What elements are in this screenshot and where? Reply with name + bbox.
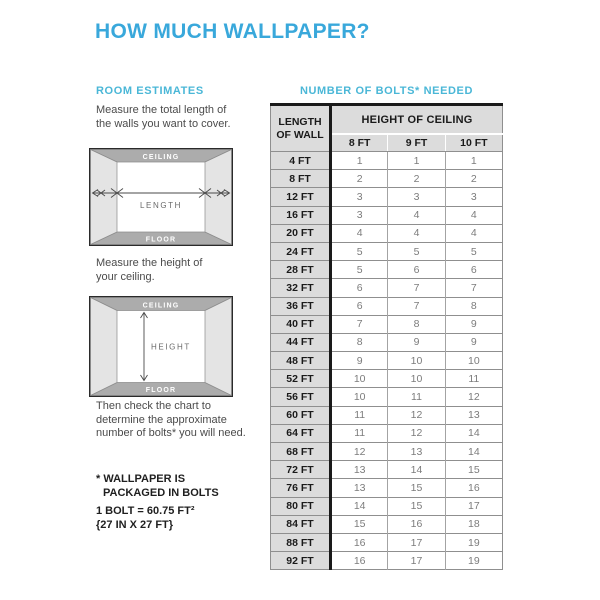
bolts-value-cell: 3 <box>388 188 445 206</box>
bolts-value-cell: 9 <box>331 352 388 370</box>
text-line: your ceiling. <box>96 270 155 283</box>
footnote-wallpaper-bolts <box>96 472 219 500</box>
wall-length-cell: 44 FT <box>271 333 331 351</box>
bolts-value-cell: 19 <box>445 552 502 570</box>
col-header-9ft: 9 FT <box>388 134 445 152</box>
table-row <box>271 261 503 279</box>
table-row <box>271 406 503 424</box>
wall-length-cell: 48 FT <box>271 352 331 370</box>
wall-length-cell: 72 FT <box>271 461 331 479</box>
bolts-value-cell: 11 <box>388 388 445 406</box>
wall-length-cell: 4 FT <box>271 152 331 170</box>
bolts-value-cell: 13 <box>331 479 388 497</box>
bolts-value-cell: 3 <box>331 206 388 224</box>
room-height-diagram <box>89 296 233 397</box>
bolts-value-cell: 9 <box>445 315 502 333</box>
bolts-value-cell: 4 <box>445 206 502 224</box>
bolts-value-cell: 14 <box>445 443 502 461</box>
bolts-value-cell: 12 <box>388 406 445 424</box>
bolts-value-cell: 16 <box>388 515 445 533</box>
table-heading: NUMBER OF BOLTS* NEEDED <box>299 85 474 97</box>
wall-length-cell: 12 FT <box>271 188 331 206</box>
bolts-value-cell: 17 <box>445 497 502 515</box>
bolts-value-cell: 12 <box>331 443 388 461</box>
table-row <box>271 352 503 370</box>
bolts-value-cell: 1 <box>445 152 502 170</box>
ceiling-height-header: HEIGHT OF CEILING <box>331 105 503 135</box>
height-dimension-label: HEIGHT <box>151 342 191 352</box>
table-row <box>271 388 503 406</box>
bolts-value-cell: 2 <box>388 170 445 188</box>
bolts-value-cell: 6 <box>331 279 388 297</box>
bolts-value-cell: 2 <box>331 170 388 188</box>
bolts-value-cell: 9 <box>388 333 445 351</box>
ceiling-label: CEILING <box>142 302 180 310</box>
bolts-value-cell: 4 <box>388 224 445 242</box>
bolts-value-cell: 6 <box>388 261 445 279</box>
instruction-measure-length <box>96 104 231 131</box>
table-row <box>271 242 503 260</box>
wall-length-cell: 8 FT <box>271 170 331 188</box>
floor-label: FLOOR <box>145 236 177 244</box>
bolts-value-cell: 15 <box>445 461 502 479</box>
bolts-value-cell: 9 <box>445 333 502 351</box>
bolt-size-note <box>96 504 195 532</box>
table-row <box>271 206 503 224</box>
bolts-value-cell: 10 <box>388 352 445 370</box>
bolts-value-cell: 8 <box>331 333 388 351</box>
bolts-value-cell: 17 <box>388 552 445 570</box>
text-line: Measure the height of <box>96 257 203 269</box>
col-header-10ft: 10 FT <box>445 134 502 152</box>
table-row <box>271 170 503 188</box>
instruction-measure-height <box>96 257 202 284</box>
right-wall-panel <box>205 298 232 396</box>
bolts-value-cell: 5 <box>445 242 502 260</box>
bolts-value-cell: 7 <box>445 279 502 297</box>
table-row <box>271 515 503 533</box>
text-line: Then check the chart to <box>96 400 211 412</box>
bolts-value-cell: 1 <box>331 152 388 170</box>
wall-length-cell: 52 FT <box>271 370 331 388</box>
text-line: determine the approximate <box>96 413 227 426</box>
table-row <box>271 370 503 388</box>
table-header-row <box>271 105 503 135</box>
bolts-table-body <box>271 152 503 570</box>
wall-length-cell: 20 FT <box>271 224 331 242</box>
text-line: 1 BOLT = 60.75 FT² <box>96 505 195 517</box>
bolts-value-cell: 15 <box>388 497 445 515</box>
room-length-diagram <box>89 148 233 246</box>
table-row <box>271 315 503 333</box>
table-row <box>271 479 503 497</box>
table-row <box>271 497 503 515</box>
bolts-value-cell: 11 <box>445 370 502 388</box>
floor-label: FLOOR <box>145 387 177 394</box>
wall-length-cell: 68 FT <box>271 443 331 461</box>
bolts-value-cell: 16 <box>445 479 502 497</box>
text-line: number of bolts* you will need. <box>96 427 246 439</box>
wall-length-cell: 40 FT <box>271 315 331 333</box>
wall-length-cell: 36 FT <box>271 297 331 315</box>
text-line: Measure the total length of <box>96 104 227 116</box>
bolts-value-cell: 14 <box>331 497 388 515</box>
bolts-value-cell: 7 <box>331 315 388 333</box>
text-line: PACKAGED IN BOLTS <box>103 487 219 499</box>
text-line: {27 IN X 27 FT} <box>96 519 174 531</box>
bolts-value-cell: 2 <box>445 170 502 188</box>
bolts-value-cell: 5 <box>331 261 388 279</box>
wall-length-header-line: LENGTH <box>278 115 322 128</box>
length-dimension-label: LENGTH <box>139 201 183 210</box>
bolts-value-cell: 12 <box>445 388 502 406</box>
bolts-value-cell: 3 <box>445 188 502 206</box>
ceiling-label: CEILING <box>142 154 180 161</box>
section-heading-room-estimates: ROOM ESTIMATES <box>96 85 204 97</box>
bolts-value-cell: 14 <box>445 424 502 442</box>
table-row <box>271 533 503 551</box>
bolts-value-cell: 13 <box>388 443 445 461</box>
wall-length-cell: 60 FT <box>271 406 331 424</box>
right-wall-panel <box>205 150 232 245</box>
wall-length-cell: 16 FT <box>271 206 331 224</box>
table-row <box>271 461 503 479</box>
table-row <box>271 152 503 170</box>
text-line: * WALLPAPER IS <box>96 473 186 485</box>
bolts-value-cell: 13 <box>331 461 388 479</box>
bolts-value-cell: 7 <box>388 297 445 315</box>
bolts-value-cell: 5 <box>388 242 445 260</box>
bolts-value-cell: 12 <box>388 424 445 442</box>
table-row <box>271 552 503 570</box>
table-row <box>271 443 503 461</box>
bolts-value-cell: 8 <box>445 297 502 315</box>
bolts-value-cell: 3 <box>331 188 388 206</box>
wall-length-cell: 56 FT <box>271 388 331 406</box>
table-row <box>271 424 503 442</box>
table-row <box>271 333 503 351</box>
bolts-value-cell: 6 <box>331 297 388 315</box>
bolts-value-cell: 15 <box>331 515 388 533</box>
bolts-value-cell: 4 <box>331 224 388 242</box>
bolts-value-cell: 15 <box>388 479 445 497</box>
bolts-value-cell: 16 <box>331 533 388 551</box>
bolts-value-cell: 4 <box>445 224 502 242</box>
bolts-value-cell: 11 <box>331 424 388 442</box>
bolts-value-cell: 18 <box>445 515 502 533</box>
bolts-value-cell: 4 <box>388 206 445 224</box>
bolts-value-cell: 16 <box>331 552 388 570</box>
left-wall-panel <box>91 298 118 396</box>
table-row <box>271 224 503 242</box>
bolts-value-cell: 19 <box>445 533 502 551</box>
wall-length-cell: 24 FT <box>271 242 331 260</box>
instruction-check-chart <box>96 400 246 441</box>
bolts-value-cell: 7 <box>388 279 445 297</box>
bolts-value-cell: 11 <box>331 406 388 424</box>
bolts-value-cell: 1 <box>388 152 445 170</box>
bolts-table <box>270 103 503 570</box>
table-row <box>271 279 503 297</box>
bolts-value-cell: 10 <box>331 388 388 406</box>
bolts-value-cell: 10 <box>388 370 445 388</box>
wall-length-cell: 80 FT <box>271 497 331 515</box>
bolts-value-cell: 13 <box>445 406 502 424</box>
table-row <box>271 297 503 315</box>
wall-length-cell: 32 FT <box>271 279 331 297</box>
wall-length-cell: 76 FT <box>271 479 331 497</box>
wall-length-cell: 88 FT <box>271 533 331 551</box>
left-wall-panel <box>91 150 118 245</box>
wall-length-cell: 84 FT <box>271 515 331 533</box>
page-title: HOW MUCH WALLPAPER? <box>95 20 370 43</box>
text-line: the walls you want to cover. <box>96 117 231 130</box>
bolts-value-cell: 14 <box>388 461 445 479</box>
wall-length-cell: 92 FT <box>271 552 331 570</box>
bolts-value-cell: 10 <box>331 370 388 388</box>
bolts-value-cell: 8 <box>388 315 445 333</box>
bolts-value-cell: 6 <box>445 261 502 279</box>
bolts-value-cell: 10 <box>445 352 502 370</box>
wall-length-header-line: OF WALL <box>276 128 324 141</box>
wall-length-cell: 64 FT <box>271 424 331 442</box>
table-row <box>271 188 503 206</box>
bolts-value-cell: 5 <box>331 242 388 260</box>
col-header-8ft: 8 FT <box>331 134 388 152</box>
wall-length-header <box>271 105 331 152</box>
bolts-value-cell: 17 <box>388 533 445 551</box>
wall-length-cell: 28 FT <box>271 261 331 279</box>
